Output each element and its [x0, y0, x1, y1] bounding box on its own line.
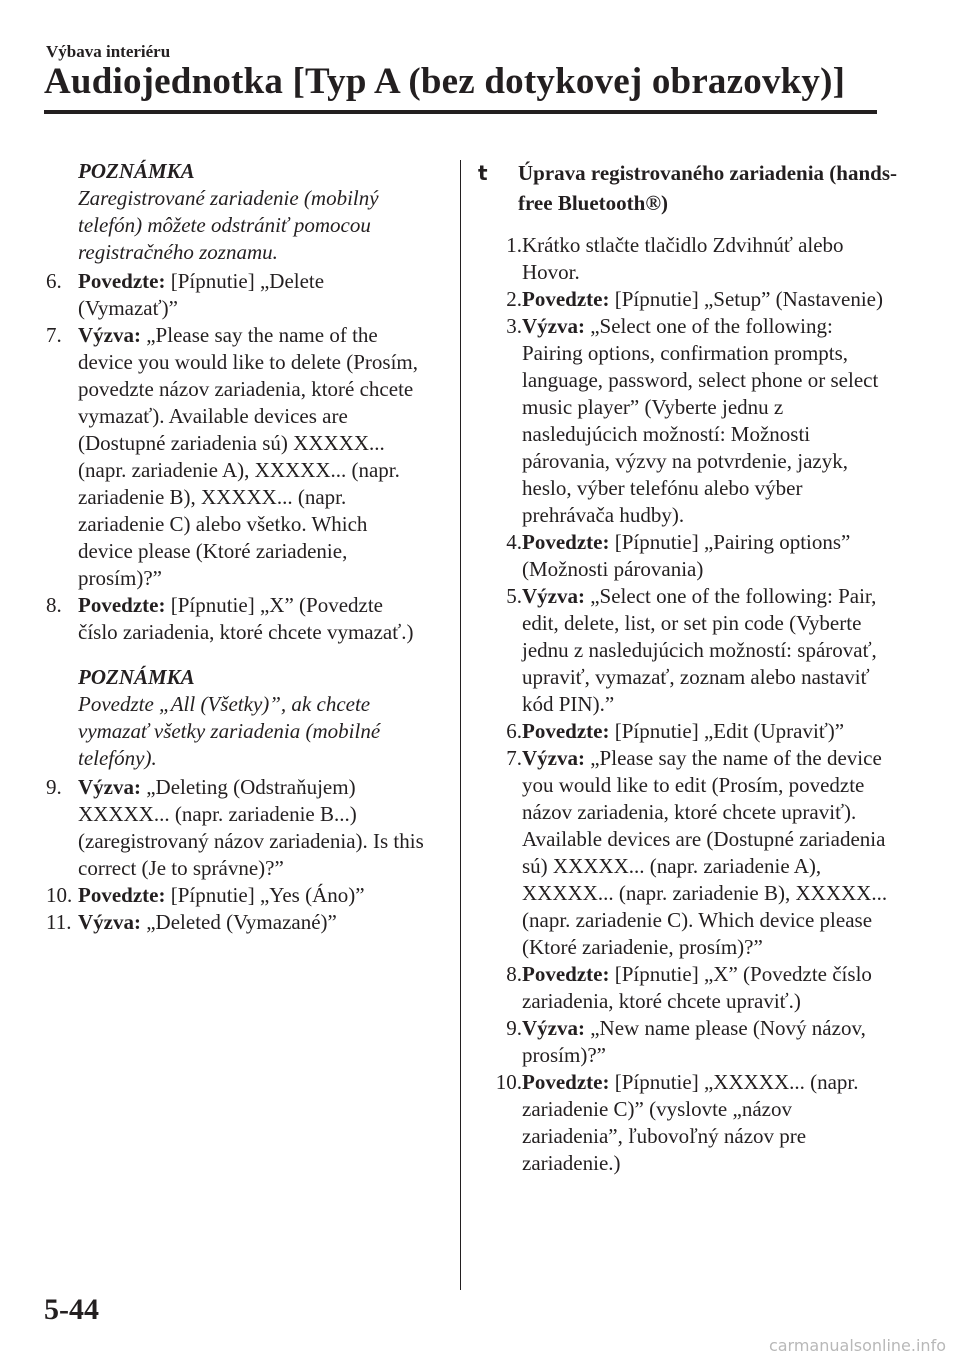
steps-b: [46, 774, 426, 936]
step-number: 7.: [46, 323, 62, 347]
step-item: [46, 909, 426, 936]
step-text: [78, 592, 426, 646]
step-body: [Pípnutie] „XXXXX... (napr. zariadenie C)” (vyslovte „názov zariadenia”, ľubovoľný názov pre zariadenie.): [522, 1070, 859, 1175]
page-title: Audiojednotka [Typ A (bez dotykovej obrazovky)]: [44, 61, 846, 102]
step-number: 10.: [495, 1070, 522, 1094]
step-keyword: Povedzte:: [78, 883, 166, 907]
step-number: 7.: [506, 746, 522, 770]
step-body: „Please say the name of the device you would like to edit (Prosím, povedzte názov zariadenia, ktoré chcete upraviť). Available devices are (Dostupné zariadenia sú) XXXXX... (napr. zariadenie A), XXXXX... (napr. zariadenie B), XXXXX... (napr. zariadenie C). Which device please (Ktoré zariadenie, prosím)?”: [522, 746, 888, 959]
step-item: [46, 322, 426, 592]
step-item: [478, 286, 898, 313]
step-body: „Please say the name of the device you would like to delete (Prosím, povedzte názov zariadenia, ktoré chcete vymazať). Available devices are (Dostupné zariadenia sú) XXXXX... (napr. zariadenie A), XXXXX... (napr. zariadenie B), XXXXX... (napr. zariadenie C) alebo všetko. Which device please (Ktoré zariadenie, prosím)?”: [78, 323, 419, 590]
step-text: [78, 909, 426, 936]
step-number: 3.: [506, 314, 522, 338]
note-label: POZNÁMKA: [78, 665, 195, 689]
step-item: [478, 583, 898, 718]
step-item: [46, 882, 426, 909]
step-item: [478, 745, 898, 961]
step-text: [78, 268, 426, 322]
step-item: [478, 232, 898, 286]
section-label: Výbava interiéru: [46, 42, 171, 61]
step-keyword: Výzva:: [522, 314, 585, 338]
step-keyword: Povedzte:: [78, 593, 166, 617]
step-text: [78, 882, 426, 909]
step-keyword: Povedzte:: [522, 962, 610, 986]
step-body: Krátko stlačte tlačidlo Zdvihnúť alebo Hovor.: [522, 233, 844, 284]
step-keyword: Výzva:: [522, 746, 585, 770]
step-keyword: Povedzte:: [522, 530, 610, 554]
step-text: [522, 313, 898, 529]
step-keyword: Výzva:: [78, 910, 141, 934]
step-text: [522, 1069, 898, 1177]
subsection-heading: [478, 158, 898, 218]
step-body: „Select one of the following: Pair, edit, delete, list, or set pin code (Vyberte jednu z nasledujúcich možností: spárovať, upraviť, vymazať, zoznam alebo nastaviť kód PIN).”: [522, 584, 877, 716]
step-number: 10.: [46, 883, 73, 907]
step-body: [Pípnutie] „Yes (Áno)”: [165, 883, 365, 907]
note-2: [78, 664, 426, 772]
step-item: [478, 718, 898, 745]
title-rule: [44, 110, 877, 114]
step-item: [478, 1015, 898, 1069]
step-body: [Pípnutie] „X” (Povedzte číslo zariadenia, ktoré chcete upraviť.): [522, 962, 872, 1013]
step-number: 2.: [506, 287, 522, 311]
step-item: [478, 529, 898, 583]
bullet-icon: t: [478, 161, 488, 185]
step-number: 6.: [46, 269, 62, 293]
watermark: carmanualsonline.info: [768, 1336, 946, 1355]
step-body: [Pípnutie] „Pairing options” (Možnosti párovania): [522, 530, 851, 581]
step-keyword: Výzva:: [522, 584, 585, 608]
step-number: 1.: [506, 233, 522, 257]
step-number: 9.: [506, 1016, 522, 1040]
step-keyword: Výzva:: [78, 775, 141, 799]
step-text: [522, 745, 898, 961]
subsection-heading-text: Úprava registrovaného zariadenia (hands-free Bluetooth®): [518, 161, 897, 215]
step-text: [522, 961, 898, 1015]
step-text: [522, 1015, 898, 1069]
step-number: 11.: [46, 910, 72, 934]
step-item: [46, 268, 426, 322]
step-number: 4.: [506, 530, 522, 554]
step-body: [Pípnutie] „X” (Povedzte číslo zariadenia, ktoré chcete vymazať.): [78, 593, 414, 644]
step-number: 5.: [506, 584, 522, 608]
step-item: [46, 592, 426, 646]
note-label: POZNÁMKA: [78, 159, 195, 183]
step-keyword: Povedzte:: [78, 269, 166, 293]
step-text: [78, 322, 426, 592]
step-text: [522, 286, 898, 313]
note-1: [78, 158, 426, 266]
step-number: 8.: [46, 593, 62, 617]
left-column: [46, 158, 426, 936]
step-keyword: Povedzte:: [522, 719, 610, 743]
step-item: [478, 313, 898, 529]
step-keyword: Povedzte:: [522, 287, 610, 311]
note-text: Zaregistrované zariadenie (mobilný telefón) môžete odstrániť pomocou registračného zoznamu.: [78, 186, 379, 264]
step-item: [46, 774, 426, 882]
step-item: [478, 961, 898, 1015]
step-item: [478, 1069, 898, 1177]
step-body: „Select one of the following: Pairing options, confirmation prompts, language, password, select phone or select music player” (Vyberte jednu z nasledujúcich možností: Možnosti párovania, výzvy na potvrdenie, jazyk, heslo, výber telefónu alebo výber prehrávača hudby).: [522, 314, 879, 527]
step-body: „Deleted (Vymazané)”: [140, 910, 337, 934]
note-text: Povedzte „All (Všetky)”, ak chcete vymazať všetky zariadenia (mobilné telefóny).: [78, 692, 381, 770]
step-body: [Pípnutie] „Edit (Upraviť)”: [609, 719, 845, 743]
step-text: [522, 529, 898, 583]
steps-right: [478, 232, 898, 1177]
step-body: „Deleting (Odstraňujem) XXXXX... (napr. zariadenie B...) (zaregistrovaný názov zariadenia). Is this correct (Je to správne)?”: [78, 775, 424, 880]
step-text: [522, 232, 898, 286]
step-number: 6.: [506, 719, 522, 743]
step-number: 9.: [46, 775, 62, 799]
right-column: [478, 158, 898, 1177]
page-number: 5-44: [44, 1293, 99, 1326]
step-text: [522, 583, 898, 718]
step-body: [Pípnutie] „Delete (Vymazať)”: [78, 269, 325, 320]
step-number: 8.: [506, 962, 522, 986]
step-body: [Pípnutie] „Setup” (Nastavenie): [609, 287, 883, 311]
step-body: „New name please (Nový názov, prosím)?”: [522, 1016, 866, 1067]
step-text: [78, 774, 426, 882]
step-keyword: Povedzte:: [522, 1070, 610, 1094]
step-keyword: Výzva:: [522, 1016, 585, 1040]
step-text: [522, 718, 898, 745]
step-keyword: Výzva:: [78, 323, 141, 347]
steps-a: [46, 268, 426, 646]
column-divider: [460, 160, 461, 1290]
